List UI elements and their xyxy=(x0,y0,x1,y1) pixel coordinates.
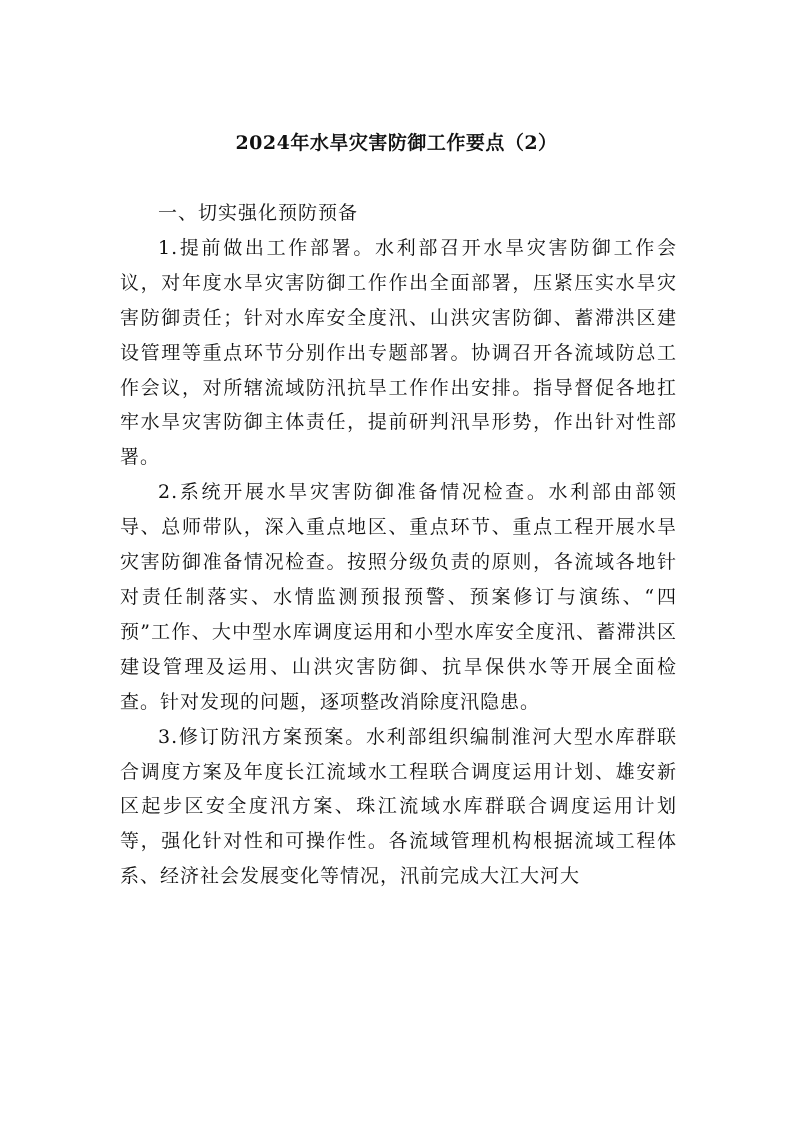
document-title: 2024年水旱灾害防御工作要点（2） xyxy=(235,132,558,154)
document-body xyxy=(120,196,677,894)
section-heading: 一、切实强化预防预备 xyxy=(158,202,359,224)
paragraph-2: 2.系统开展水旱灾害防御准备情况检查。水利部由部领导、总师带队，深入重点地区、重点环节、重点工程开展水旱灾害防御准备情况检查。按照分级负责的原则，各流域各地针对责任制落实、水情监测预报预警、预案修订与演练、“四预”工作、大中型水库调度运用和小型水库安全度汛、蓄滞洪区建设管理及运用、山洪灾害防御、抗旱保供水等开展全面检查。针对发现的问题，逐项整改消除度汛隐患。 xyxy=(120,481,677,713)
paragraph-1: 1.提前做出工作部署。水利部召开水旱灾害防御工作会议，对年度水旱灾害防御工作作出全面部署，压紧压实水旱灾害防御责任；针对水库安全度汛、山洪灾害防御、蓄滞洪区建设管理等重点环节分别作出专题部署。协调召开各流域防总工作会议，对所辖流域防汛抗旱工作作出安排。指导督促各地扛牢水旱灾害防御主体责任，提前研判汛旱形势，作出针对性部署。 xyxy=(120,236,677,469)
paragraph-3: 3.修订防汛方案预案。水利部组织编制淮河大型水库群联合调度方案及年度长江流域水工程联合调度运用计划、雄安新区起步区安全度汛方案、珠江流域水库群联合调度运用计划等，强化针对性和可操作性。各流域管理机构根据流域工程体系、经济社会发展变化等情况，汛前完成大江大河大 xyxy=(120,725,677,888)
